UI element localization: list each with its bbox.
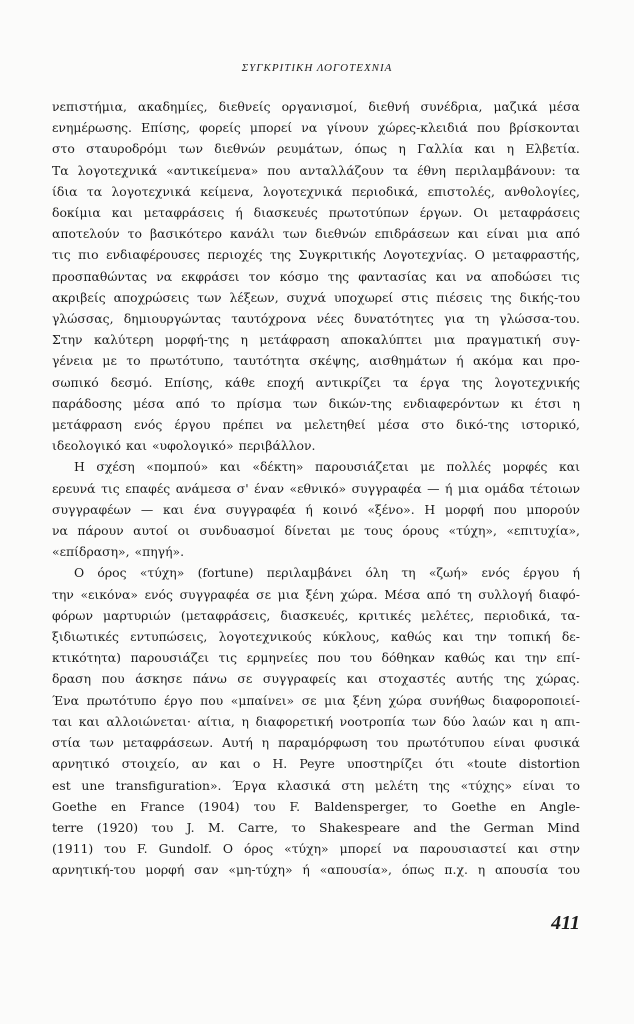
text-line: est une transfiguration». Έργα κλασικά στη μελέτη της «τύχης» είναι το xyxy=(52,777,580,793)
text-line: γένεια με το πρωτότυπο, ταυτότητα σκέψης, αισθημάτων ή ακόμα και προ- xyxy=(52,353,580,369)
text-line: μετάφραση ενός έργου πρέπει να μελετηθεί μέσα στο δικό-της ιστορικό, xyxy=(52,417,580,433)
text-line: στο σταυροδρόμι των διεθνών ρευμάτων, όπως η Γαλλία και η Ελβετία. xyxy=(52,141,580,157)
text-line: νεπιστήμια, ακαδημίες, διεθνείς οργανισμοί, διεθνή συνέδρια, μαζικά μέσα xyxy=(52,99,580,114)
text-line: φόρων μαρτυριών (μεταφράσεις, διασκευές, κριτικές μελέτες, περιοδικά, τα- xyxy=(52,607,580,623)
body-text xyxy=(52,96,580,881)
text-line: ιδεολογικό και «υφολογικό» περιβάλλον. xyxy=(52,438,316,454)
text-line: την «εικόνα» ενός συγγραφέα σε μια ξένη χώρα. Μέσα από τη συλλογή διαφό- xyxy=(52,586,580,602)
text-line: terre (1920) του J. M. Carre, το Shakespeare and the German Mind xyxy=(52,819,580,835)
text-line: δοκίμια και μεταφράσεις ή διασκευές πρωτοτύπων έργων. Οι μεταφράσεις xyxy=(52,205,580,221)
text-line: Ένα πρωτότυπο έργο που «μπαίνει» σε μια ξένη χώρα συνήθως διαφοροποιεί- xyxy=(52,692,580,708)
text-line: Goethe en France (1904) του F. Baldensperger, το Goethe en Angle- xyxy=(52,798,580,814)
text-line: ται και αλλοιώνεται· αίτια, η διαφορετική νοοτροπία των δύο λαών και η απι- xyxy=(52,713,580,729)
text-line: αρνητικό στοιχείο, αν και ο H. Peyre υποστηρίζει ότι «toute distortion xyxy=(52,756,580,772)
running-head: ΣΥΓΚΡΙΤΙΚΗ ΛΟΓΟΤΕΧΝΙΑ xyxy=(241,62,393,74)
text-line: κτικότητα) παρουσιάζει τις ερμηνείες που του δόθηκαν καθώς και την επί- xyxy=(52,650,580,666)
text-line: ακριβείς αποχρώσεις των λέξεων, συχνά υποχωρεί στις πιέσεις της δικής-του xyxy=(52,289,580,305)
text-line: ερευνά τις επαφές ανάμεσα σ' έναν «εθνικό» συγγραφέα — ή μια ομάδα τέτοιων xyxy=(52,480,580,496)
text-line: αρνητική-του μορφή σαν «μη-τύχη» ή «απουσία», όπως π.χ. η απουσία του xyxy=(52,862,580,878)
text-line: ενημέρωσης. Επίσης, φορείς μπορεί να γίνουν χώρες-κλειδιά που βρίσκονται xyxy=(52,120,580,136)
text-line: ξιδιωτικές εντυπώσεις, λογοτεχνικούς κύκλους, καθώς και την τοπική δε- xyxy=(52,629,580,645)
text-line: αποτελούν το βασικότερο κανάλι των διεθνών επιδράσεων και είναι μια από xyxy=(52,226,580,242)
text-line: Ο όρος «τύχη» (fortune) περιλαμβάνει όλη τη «ζωή» ενός έργου ή xyxy=(74,565,580,581)
text-line: Η σχέση «πομπού» και «δέκτη» παρουσιάζεται με πολλές μορφές και xyxy=(74,459,580,475)
text-line: σωπικό δεσμό. Επίσης, κάθε εποχή αντικρίζει τα έργα της λογοτεχνικής xyxy=(52,374,580,390)
text-line: γλώσσας, δημιουργώντας ταυτόχρονα νέες δυνατότητες για τη γλώσσα-του. xyxy=(52,311,580,327)
page-number: 411 xyxy=(551,912,580,934)
text-line: τις πιο ενδιαφέρουσες περιοχές της Συγκριτικής Λογοτεχνίας. Ο μεταφραστής, xyxy=(52,247,580,263)
text-line: (1911) του F. Gundolf. Ο όρος «τύχη» μπορεί να παρουσιαστεί και στην xyxy=(52,841,580,857)
text-line: συγγραφέων — και ένα συγγραφέα ή κοινό «ξένο». Η μορφή που μπορούν xyxy=(52,501,580,517)
text-line: στία των μεταφράσεων. Αυτή η παραμόρφωση του πρωτότυπου είναι φυσικά xyxy=(52,735,580,751)
text-line: να πάρουν αυτοί οι συνδυασμοί δίνεται με τους όρους «τύχη», «επιτυχία», xyxy=(52,523,580,539)
text-line: παράδοσης μέσα από το πρίσμα των δικών-της ενδιαφερόντων κι έτσι η xyxy=(52,395,580,411)
text-line: «επίδραση», «πηγή». xyxy=(52,544,185,560)
text-line: προσπαθώντας να εκφράσει τον κόσμο της φαντασίας και να αποδώσει τις xyxy=(52,268,580,284)
text-line: Τα λογοτεχνικά «αντικείμενα» που ανταλλάζουν τα έθνη περιλαμβάνουν: τα xyxy=(52,162,580,178)
text-line: δραση που άσκησε πάνω σε συγγραφείς και στοχαστές αυτής της χώρας. xyxy=(52,671,580,687)
text-line: Στην καλύτερη μορφή-της η μετάφραση αποκαλύπτει μια πραγματική συγ- xyxy=(52,332,580,348)
text-line: ίδια τα λογοτεχνικά κείμενα, λογοτεχνικά περιοδικά, επιστολές, ανθολογίες, xyxy=(52,183,580,199)
